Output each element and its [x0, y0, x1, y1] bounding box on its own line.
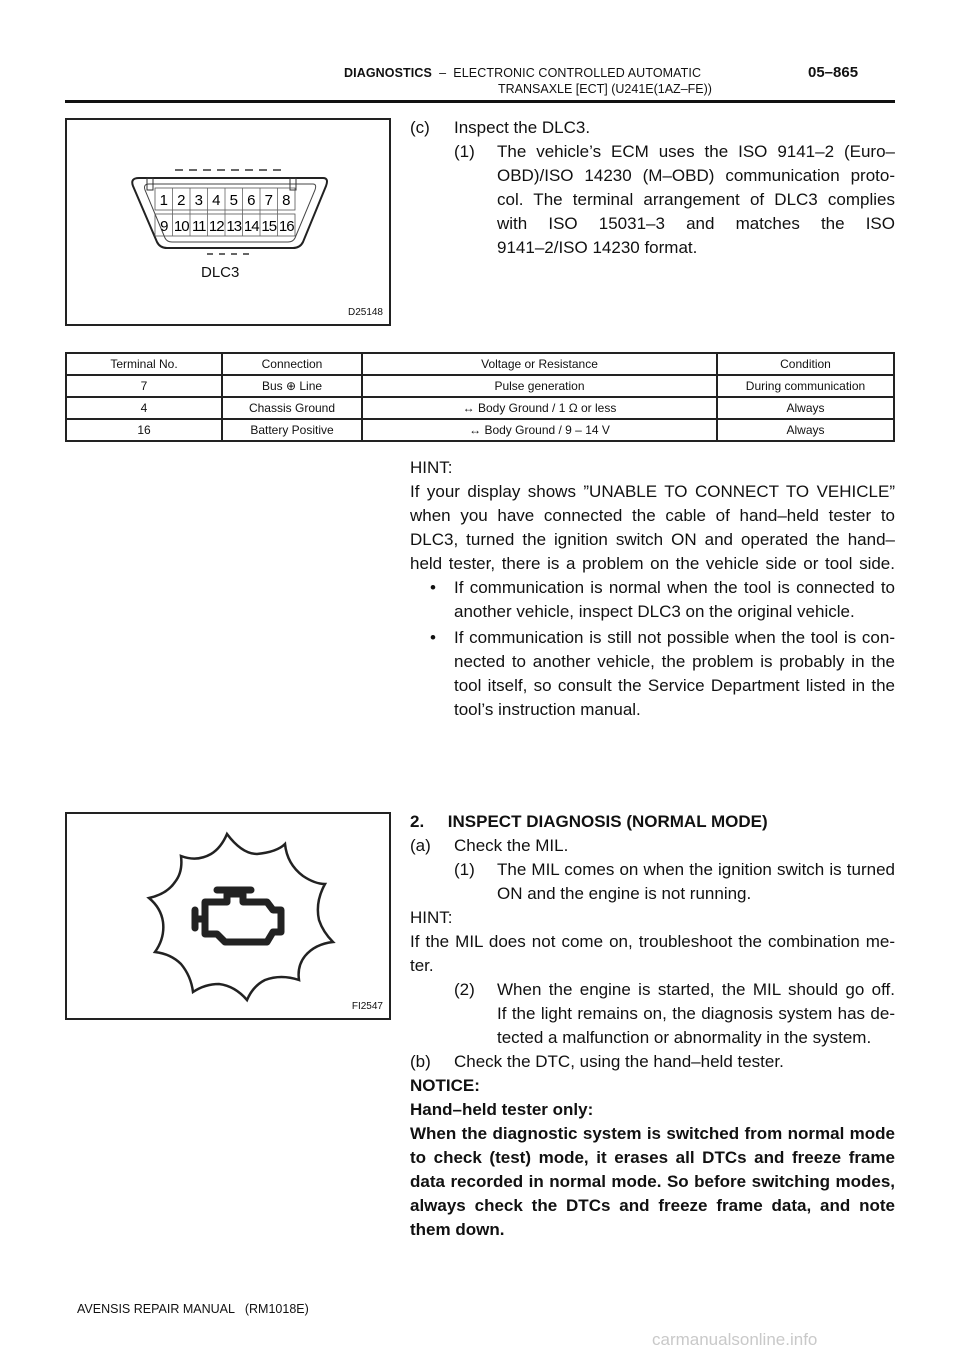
bullet2-line: nected to another vehicle, the problem is probably in the — [454, 652, 895, 671]
header-title-line2: TRANSAXLE [ECT] (U241E(1AZ–FE)) — [498, 82, 712, 96]
table-header-cell: Voltage or Resistance — [362, 353, 717, 375]
hint-line: DLC3, turned the ignition switch ON and operated the hand– — [410, 530, 895, 549]
notice-line: to check (test) mode, it erases all DTCs and freeze frame — [410, 1148, 895, 1167]
bullet-icon: • — [430, 578, 436, 597]
step-c1-line: col. The terminal arrangement of DLC3 complies — [497, 190, 895, 209]
step2a-text: Check the MIL. — [454, 836, 569, 855]
dlc3-connector-drawing — [67, 120, 389, 324]
figure-dlc3-code: D25148 — [347, 307, 383, 318]
dlc3-label: DLC3 — [201, 264, 240, 281]
hint-line: held tester, there is a problem on the vehicle side or tool side. — [410, 554, 895, 573]
step-c-heading: Inspect the DLC3. — [454, 118, 591, 137]
notice-line: always check the DTCs and freeze frame data, and note — [410, 1196, 895, 1215]
step2a2-line: If the light remains on, the diagnosis system has de- — [497, 1004, 895, 1023]
table-row — [66, 375, 894, 397]
notice-line: data recorded in normal mode. So before switching modes, — [410, 1172, 895, 1191]
step2a1-line: ON and the engine is not running. — [497, 884, 752, 903]
header-dash: – — [439, 66, 447, 80]
check-engine-icon — [67, 814, 389, 1018]
table-cell: ↔ Body Ground / 9 – 14 V — [362, 419, 717, 441]
step-c1-line: The vehicle’s ECM uses the ISO 9141–2 (Euro– — [497, 142, 895, 161]
dlc3-pin-label: 9 — [160, 218, 168, 235]
header-rule — [65, 100, 895, 103]
table-cell: Bus ⊕ Line — [222, 375, 362, 397]
notice-line: When the diagnostic system is switched from normal mode — [410, 1124, 895, 1143]
table-cell: Always — [717, 397, 894, 419]
table-cell: Battery Positive — [222, 419, 362, 441]
header-title — [344, 66, 701, 80]
step-c-number: (c) — [410, 118, 430, 137]
dlc3-pin-label: 7 — [264, 192, 273, 209]
dlc3-pin-label: 14 — [243, 218, 259, 235]
step2a2-line: tected a malfunction or abnormality in the system. — [497, 1028, 872, 1047]
step2b-text: Check the DTC, using the hand–held tester. — [454, 1052, 784, 1071]
bullet2-line: tool itself, so consult the Service Department listed in the — [454, 676, 895, 695]
table-cell: Always — [717, 419, 894, 441]
notice-line: them down. — [410, 1220, 505, 1239]
dlc3-pin-label: 1 — [159, 192, 168, 209]
table-row — [66, 419, 894, 441]
table-header-cell: Condition — [717, 353, 894, 375]
bullet2-line: If communication is still not possible when the tool is con- — [454, 628, 895, 647]
step-c1-line: 9141–2/ISO 14230 format. — [497, 238, 698, 257]
table-cell: 7 — [66, 375, 222, 397]
notice-line: Hand–held tester only: — [410, 1100, 594, 1119]
bullet2-line: tool’s instruction manual. — [454, 700, 641, 719]
dlc3-pin-label: 6 — [247, 192, 256, 209]
hint-line: If your display shows ”UNABLE TO CONNECT TO VEHICLE” — [410, 482, 895, 501]
figure-mil-code: FI2547 — [351, 1001, 383, 1012]
table-cell: Pulse generation — [362, 375, 717, 397]
step-c1-line: with ISO 15031–3 and matches the ISO — [497, 214, 895, 233]
watermark: carmanualsonline.info — [652, 1330, 818, 1349]
dlc3-pin-label: 2 — [177, 192, 186, 209]
figure-mil — [65, 812, 391, 1020]
table-header-cell: Terminal No. — [66, 353, 222, 375]
table-cell: ↔ Body Ground / 1 Ω or less — [362, 397, 717, 419]
dlc3-pin-label: 13 — [226, 218, 242, 235]
dlc3-pin-label: 4 — [212, 192, 221, 209]
table-cell: 4 — [66, 397, 222, 419]
dlc3-pin-label: 12 — [208, 218, 224, 235]
step2a2-number: (2) — [454, 980, 475, 999]
dlc3-pin-label: 3 — [194, 192, 203, 209]
step2a1-number: (1) — [454, 860, 475, 879]
bullet-icon: • — [430, 628, 436, 647]
dlc3-spec-table — [65, 352, 895, 442]
step2-hint-line: If the MIL does not come on, troubleshoot the combination me- — [410, 932, 895, 951]
step2a-number: (a) — [410, 836, 431, 855]
dlc3-bottom-pin-labels — [160, 218, 294, 235]
page-number: 05–865 — [808, 64, 859, 81]
dlc3-pin-label: 8 — [282, 192, 291, 209]
dlc3-pin-label: 10 — [173, 218, 189, 235]
notice-label: NOTICE: — [410, 1076, 480, 1095]
step2b-number: (b) — [410, 1052, 431, 1071]
table-cell: Chassis Ground — [222, 397, 362, 419]
table-header-row — [66, 353, 894, 375]
dlc3-pin-label: 16 — [278, 218, 294, 235]
figure-dlc3 — [65, 118, 391, 326]
header-title-line1: ELECTRONIC CONTROLLED AUTOMATIC — [453, 66, 702, 80]
bullet1-line: If communication is normal when the tool is connected to — [454, 578, 895, 597]
dlc3-pin-label: 5 — [229, 192, 238, 209]
table-header-cell: Connection — [222, 353, 362, 375]
step-c1-number: (1) — [454, 142, 475, 161]
table-row — [66, 397, 894, 419]
step2-hint-line: ter. — [410, 956, 434, 975]
step-c1-line: OBD)/ISO 14230 (M–OBD) communication proto- — [497, 166, 895, 185]
footer-manual-title: AVENSIS REPAIR MANUAL (RM1018E) — [77, 1302, 309, 1316]
bullet1-line: another vehicle, inspect DLC3 on the original vehicle. — [454, 602, 855, 621]
hint-line: when you have connected the cable of hand–held tester to — [410, 506, 895, 525]
header-section: DIAGNOSTICS — [344, 66, 432, 80]
step2a1-line: The MIL comes on when the ignition switch is turned — [497, 860, 895, 879]
dlc3-pin-label: 15 — [261, 218, 277, 235]
table-cell: During communication — [717, 375, 894, 397]
table-cell: 16 — [66, 419, 222, 441]
step2-title: 2. INSPECT DIAGNOSIS (NORMAL MODE) — [410, 812, 768, 831]
hint-label: HINT: — [410, 458, 453, 477]
dlc3-pin-label: 11 — [191, 218, 206, 235]
step2-hint-label: HINT: — [410, 908, 453, 927]
step2a2-line: When the engine is started, the MIL should go off. — [497, 980, 895, 999]
